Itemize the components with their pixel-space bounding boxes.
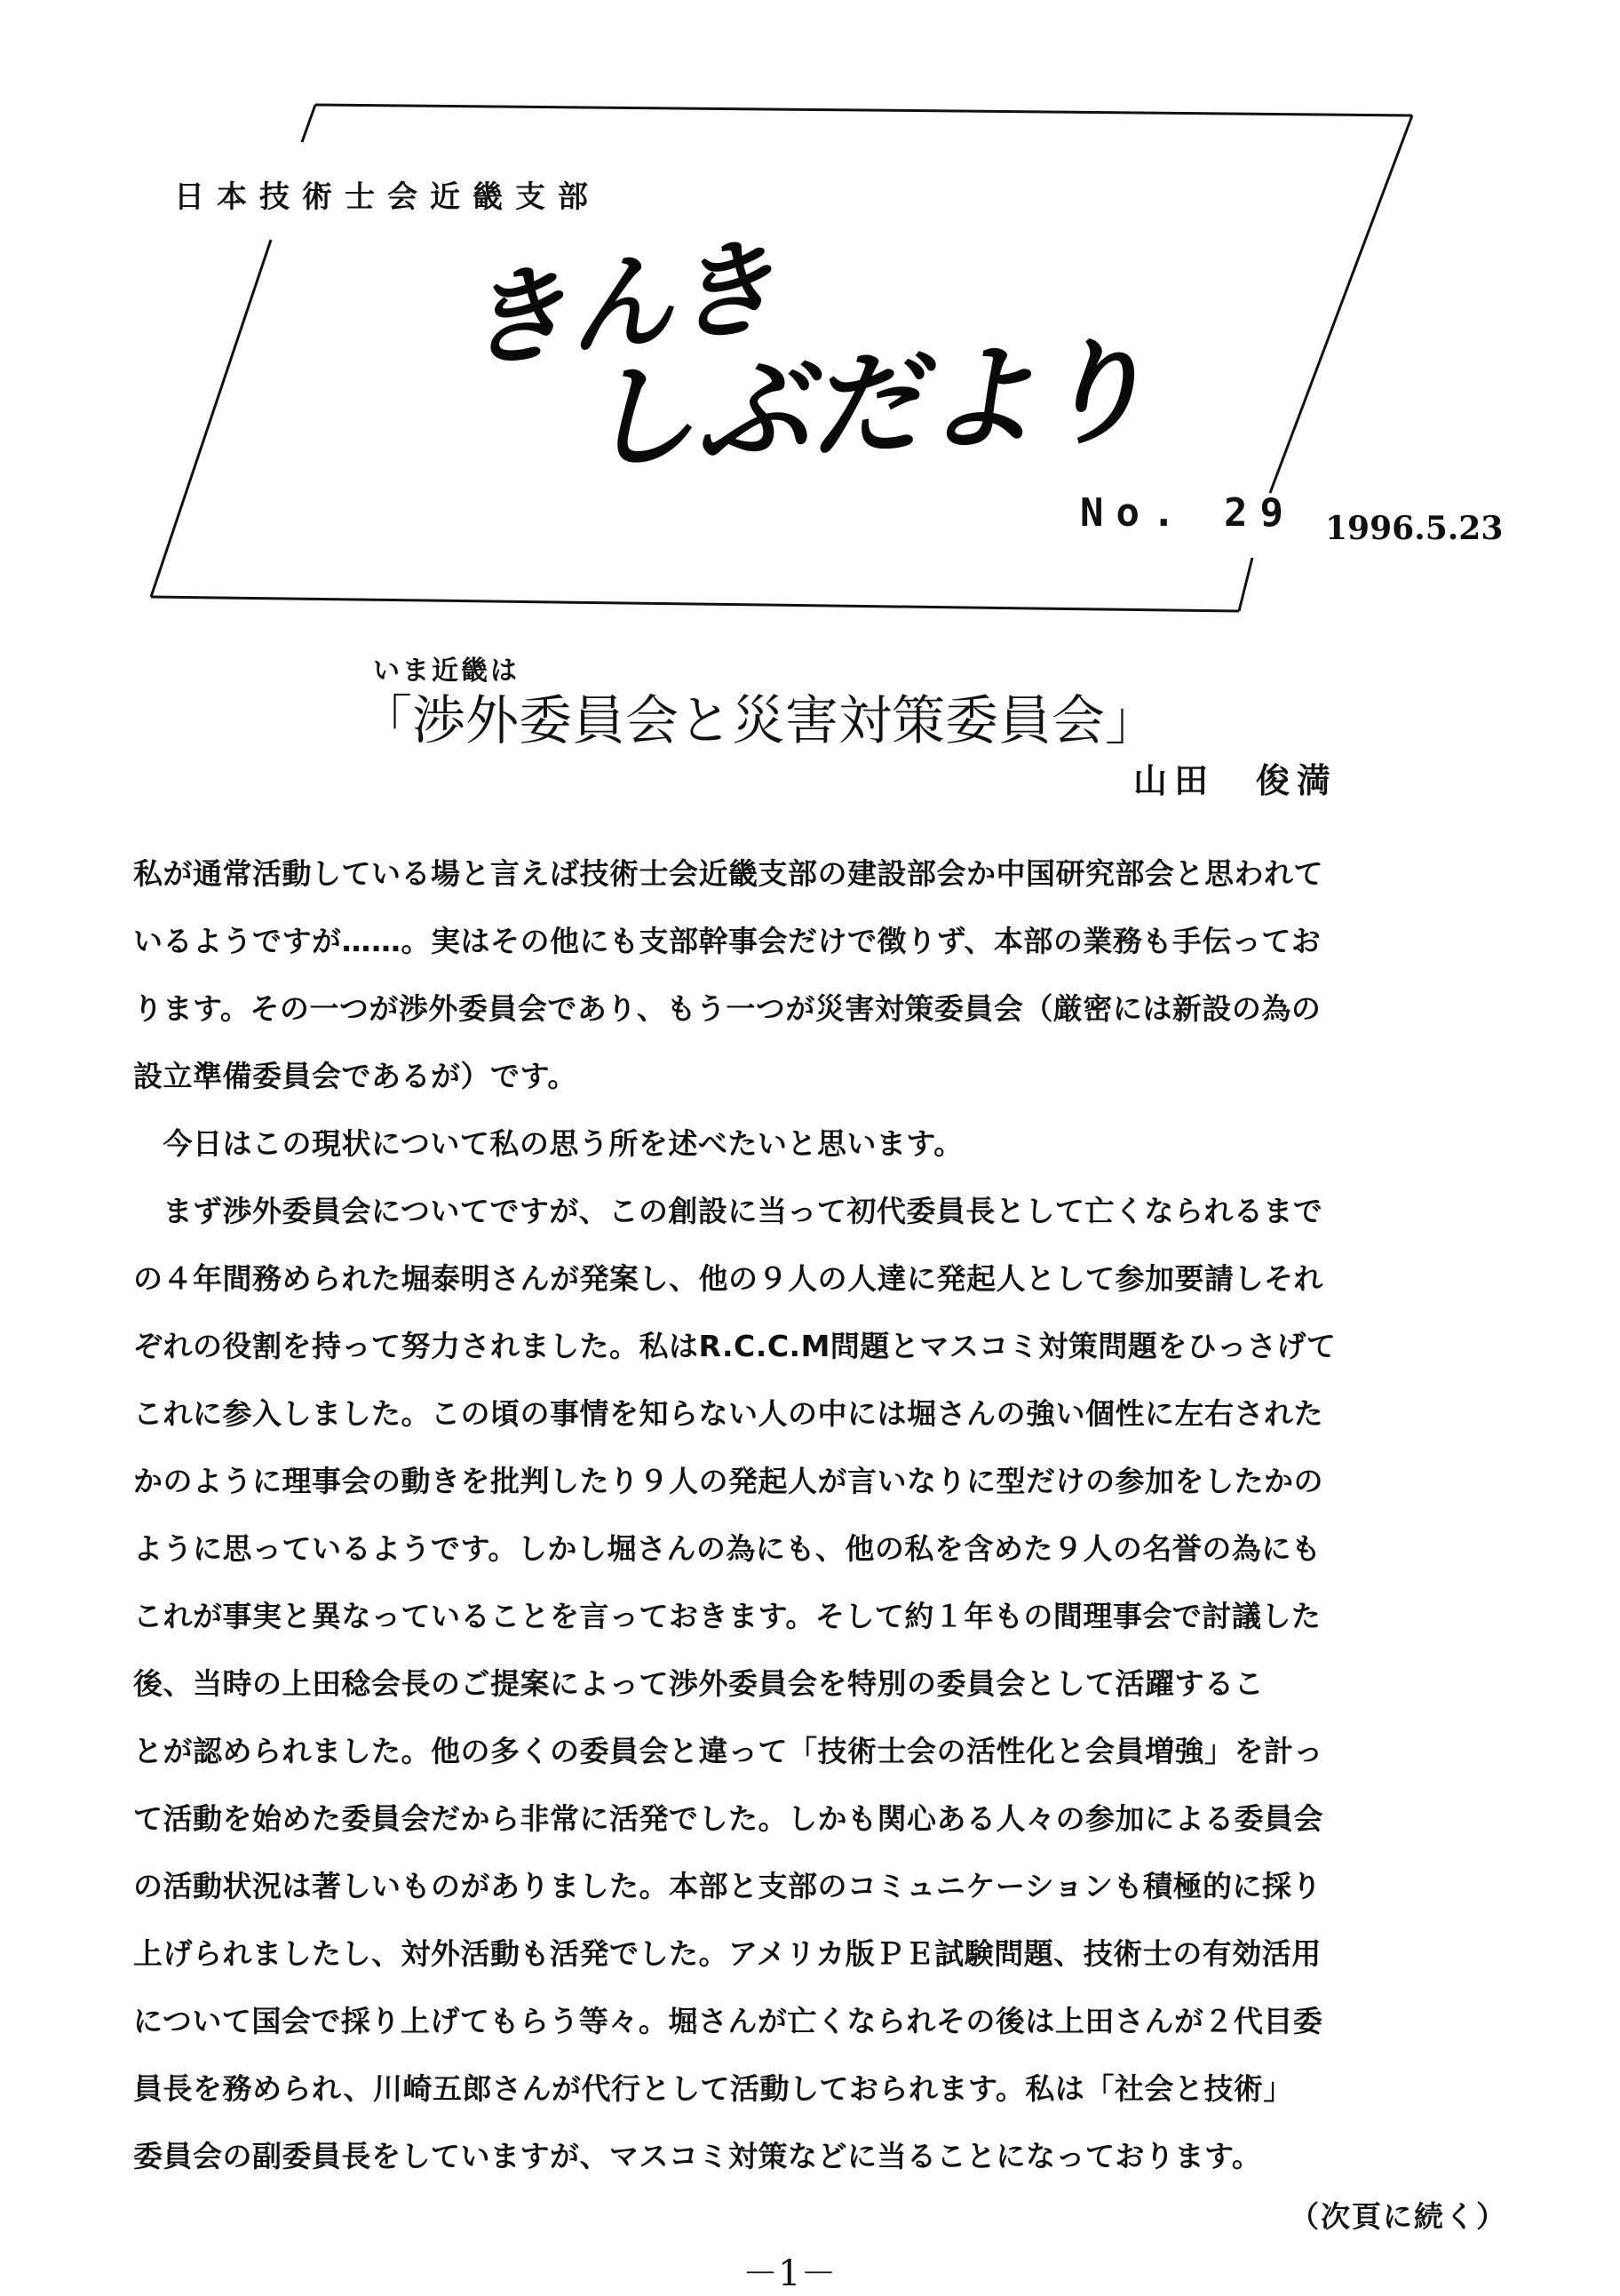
- issue-number: No. 29: [1080, 490, 1296, 536]
- body-line: 私が通常活動している場と言えば技術士会近畿支部の建設部会か中国研究部会と思われて: [133, 856, 1323, 891]
- body-line: 員長を務められ、川崎五郎さんが代行として活動しておられます。私は「社会と技術」: [133, 2071, 1293, 2106]
- body-line: いるようですが……。実はその他にも支部幹事会だけで徴りず、本部の業務も手伝ってお: [133, 924, 1322, 958]
- body-line: 設立準備委員会であるが）です。: [133, 1059, 577, 1093]
- article-title: 「渉外委員会と災害対策委員会」: [359, 690, 1158, 752]
- continued-note: （次頁に続く）: [1290, 2199, 1507, 2234]
- masthead-title-line2: しぶだより: [578, 323, 1154, 487]
- body-line: について国会で採り上げてもらう等々。堀さんが亡くなられその後は上田さんが２代目委: [133, 2004, 1323, 2038]
- author-name: 山田 俊満: [1133, 761, 1338, 800]
- body-line: の活動状況は著しいものがありました。本部と支部のコミュニケーションも積極的に採り: [133, 1869, 1322, 1903]
- body-line: これが事実と異なっていることを言っておきます。そして約１年もの間理事会で討議した: [133, 1599, 1322, 1633]
- body-line: かのように理事会の動きを批判したり９人の発起人が言いなりに型だけの参加をしたかの: [133, 1464, 1323, 1498]
- section-label: いま近畿は: [373, 655, 520, 687]
- body-line: とが認められました。他の多くの委員会と違って「技術士会の活性化と会員増強」を計っ: [133, 1734, 1323, 1768]
- body-line: これに参入しました。この頃の事情を知らない人の中には堀さんの強い個性に左右された: [133, 1396, 1323, 1431]
- organization-name: 日本技術士会近畿支部: [174, 179, 600, 215]
- body-line: 委員会の副委員長をしていますが、マスコミ対策などに当ることになっております。: [133, 2139, 1262, 2173]
- body-line: の４年間務められた堀泰明さんが発案し、他の９人の人達に発起人として参加要請しそれ: [133, 1261, 1323, 1296]
- body-line: まず渉外委員会についてですが、この創設に当って初代委員長として亡くなられるまで: [133, 1194, 1323, 1228]
- body-line: ように思っているようです。しかし堀さんの為にも、他の私を含めた９人の名誉の為にも: [133, 1531, 1322, 1566]
- body-line: ぞれの役割を持って努力されました。私はR.C.C.M問題とマスコミ対策問題をひっさげて: [133, 1329, 1337, 1363]
- page-number: －1－: [742, 2253, 837, 2294]
- body-line: 後、当時の上田稔会長のご提案によって渉外委員会を特別の委員会として活躍するこ: [133, 1666, 1264, 1701]
- issue-date: 1996.5.23: [1325, 510, 1504, 547]
- body-line: 今日はこの現状について私の思う所を述べたいと思います。: [133, 1126, 964, 1161]
- body-line: 上げられましたし、対外活動も活発でした。アメリカ版ＰＥ試験問題、技術士の有効活用: [133, 1936, 1322, 1971]
- body-line: て活動を始めた委員会だから非常に活発でした。しかも関心ある人々の参加による委員会: [133, 1801, 1323, 1836]
- body-line: ります。その一つが渉外委員会であり、もう一つが災害対策委員会（厳密には新設の為の: [133, 991, 1322, 1026]
- masthead-title-line1: きんき: [456, 223, 783, 385]
